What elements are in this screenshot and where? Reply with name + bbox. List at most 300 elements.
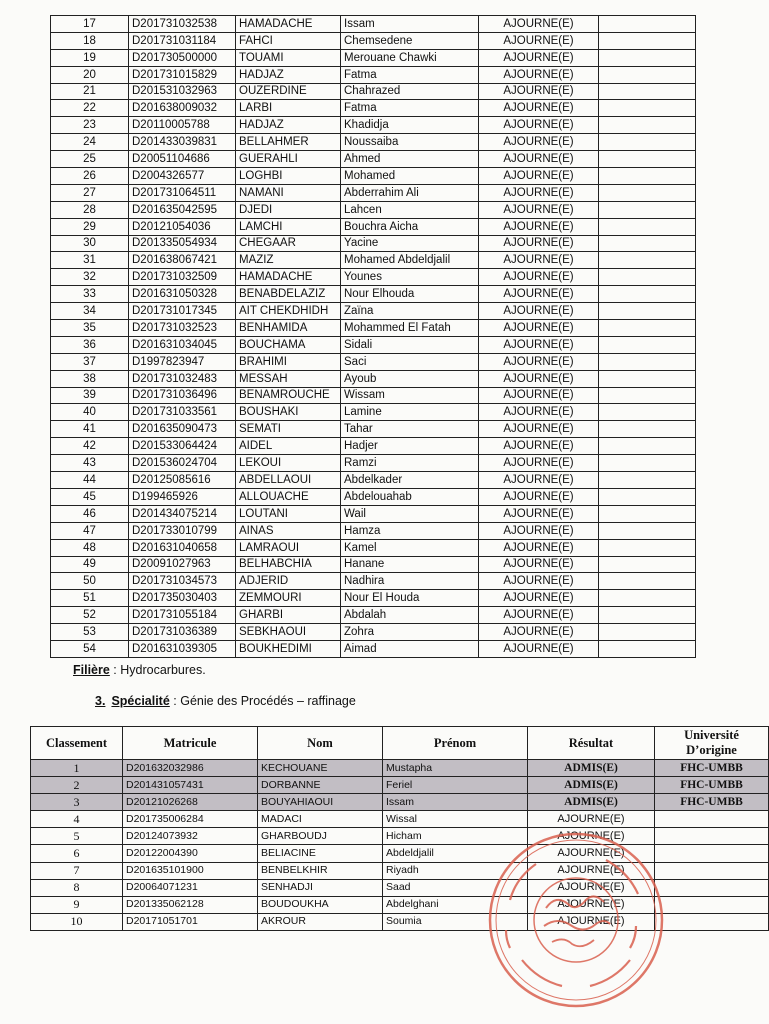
matricule-cell: D201735006284: [123, 811, 258, 828]
nom-cell: BELHABCHIA: [236, 556, 341, 573]
row-number: 17: [51, 16, 129, 33]
empty-cell: [599, 184, 696, 201]
header-nom: Nom: [258, 727, 383, 760]
table-row: [51, 184, 696, 201]
row-number: 22: [51, 100, 129, 117]
table-row: [31, 794, 769, 811]
header-classement: Classement: [31, 727, 123, 760]
nom-cell: DJEDI: [236, 201, 341, 218]
nom-cell: SEMATI: [236, 421, 341, 438]
row-number: 18: [51, 32, 129, 49]
row-number: 42: [51, 438, 129, 455]
empty-cell: [599, 83, 696, 100]
table-row: [51, 32, 696, 49]
empty-cell: [599, 421, 696, 438]
matricule-cell: D201431057431: [123, 777, 258, 794]
matricule-cell: D20171051701: [123, 913, 258, 930]
header-universite-line2: D’origine: [686, 743, 737, 757]
prenom-cell: Nour El Houda: [341, 590, 479, 607]
row-number: 30: [51, 235, 129, 252]
filiere-value: Hydrocarbures.: [120, 663, 206, 677]
nom-cell: MADACI: [258, 811, 383, 828]
row-number: 19: [51, 49, 129, 66]
resultat-cell: AJOURNE(E): [528, 828, 655, 845]
prenom-cell: Aimad: [341, 640, 479, 657]
prenom-cell: Kamel: [341, 539, 479, 556]
row-number: 27: [51, 184, 129, 201]
empty-cell: [599, 201, 696, 218]
nom-cell: LEKOUI: [236, 455, 341, 472]
matricule-cell: D201635090473: [129, 421, 236, 438]
prenom-cell: Abdeldjalil: [383, 845, 528, 862]
specialite-heading: [95, 694, 356, 708]
empty-cell: [599, 168, 696, 185]
matricule-cell: D20125085616: [129, 472, 236, 489]
table-row: [51, 590, 696, 607]
prenom-cell: Younes: [341, 269, 479, 286]
empty-cell: [599, 100, 696, 117]
prenom-cell: Hadjer: [341, 438, 479, 455]
nom-cell: AKROUR: [258, 913, 383, 930]
nom-cell: LARBI: [236, 100, 341, 117]
filiere-line: [73, 663, 206, 677]
row-number: 48: [51, 539, 129, 556]
nom-cell: GHARBOUDJ: [258, 828, 383, 845]
matricule-cell: D20110005788: [129, 117, 236, 134]
resultat-cell: AJOURNE(E): [479, 556, 599, 573]
matricule-cell: D201631040658: [129, 539, 236, 556]
prenom-cell: Fatma: [341, 100, 479, 117]
empty-cell: [599, 624, 696, 641]
row-number: 35: [51, 320, 129, 337]
resultat-cell: AJOURNE(E): [479, 387, 599, 404]
universite-cell: [655, 811, 769, 828]
matricule-cell: D20051104686: [129, 151, 236, 168]
empty-cell: [599, 387, 696, 404]
resultat-cell: AJOURNE(E): [479, 624, 599, 641]
resultat-cell: AJOURNE(E): [479, 353, 599, 370]
matricule-cell: D201531032963: [129, 83, 236, 100]
matricule-cell: D201730500000: [129, 49, 236, 66]
nom-cell: ALLOUACHE: [236, 488, 341, 505]
table-row: [51, 438, 696, 455]
matricule-cell: D201731015829: [129, 66, 236, 83]
row-number: 50: [51, 573, 129, 590]
table-row: [51, 505, 696, 522]
table-row: [51, 336, 696, 353]
resultat-cell: AJOURNE(E): [479, 607, 599, 624]
nom-cell: BENABDELAZIZ: [236, 286, 341, 303]
table-row: [51, 235, 696, 252]
universite-cell: [655, 879, 769, 896]
table-row: [31, 811, 769, 828]
resultat-cell: AJOURNE(E): [528, 896, 655, 913]
resultat-cell: AJOURNE(E): [528, 879, 655, 896]
matricule-cell: D199465926: [129, 488, 236, 505]
universite-cell: FHC-UMBB: [655, 760, 769, 777]
row-number: 39: [51, 387, 129, 404]
table-header-row: [31, 727, 769, 760]
matricule-cell: D201335054934: [129, 235, 236, 252]
filiere-label: Filière: [73, 663, 110, 677]
classement-cell: 10: [31, 913, 123, 930]
matricule-cell: D20064071231: [123, 879, 258, 896]
table-row: [51, 269, 696, 286]
empty-cell: [599, 573, 696, 590]
row-number: 31: [51, 252, 129, 269]
prenom-cell: Soumia: [383, 913, 528, 930]
nom-cell: BELIACINE: [258, 845, 383, 862]
nom-cell: GUERAHLI: [236, 151, 341, 168]
resultat-cell: AJOURNE(E): [479, 168, 599, 185]
prenom-cell: Nadhira: [341, 573, 479, 590]
classement-cell: 1: [31, 760, 123, 777]
table-row: [31, 777, 769, 794]
nom-cell: SEBKHAOUI: [236, 624, 341, 641]
nom-cell: DORBANNE: [258, 777, 383, 794]
universite-cell: FHC-UMBB: [655, 777, 769, 794]
empty-cell: [599, 16, 696, 33]
resultat-cell: AJOURNE(E): [528, 845, 655, 862]
matricule-cell: D20121054036: [129, 218, 236, 235]
resultat-cell: AJOURNE(E): [479, 151, 599, 168]
specialite-value: Génie des Procédés – raffinage: [180, 694, 356, 708]
matricule-cell: D201536024704: [129, 455, 236, 472]
classement-cell: 4: [31, 811, 123, 828]
row-number: 53: [51, 624, 129, 641]
nom-cell: BOUYAHIAOUI: [258, 794, 383, 811]
resultat-cell: AJOURNE(E): [479, 488, 599, 505]
row-number: 29: [51, 218, 129, 235]
empty-cell: [599, 320, 696, 337]
nom-cell: BENBELKHIR: [258, 862, 383, 879]
nom-cell: ZEMMOURI: [236, 590, 341, 607]
row-number: 41: [51, 421, 129, 438]
prenom-cell: Mohamed Abdeldjalil: [341, 252, 479, 269]
nom-cell: MAZIZ: [236, 252, 341, 269]
matricule-cell: D201731031184: [129, 32, 236, 49]
nom-cell: ABDELLAOUI: [236, 472, 341, 489]
resultat-cell: AJOURNE(E): [479, 117, 599, 134]
resultat-cell: AJOURNE(E): [479, 370, 599, 387]
table-row: [51, 607, 696, 624]
matricule-cell: D20091027963: [129, 556, 236, 573]
table-row: [31, 760, 769, 777]
matricule-cell: D201631050328: [129, 286, 236, 303]
prenom-cell: Hamza: [341, 522, 479, 539]
table-row: [51, 522, 696, 539]
matricule-cell: D201731036389: [129, 624, 236, 641]
universite-cell: [655, 845, 769, 862]
resultat-cell: AJOURNE(E): [479, 438, 599, 455]
nom-cell: BOUKHEDIMI: [236, 640, 341, 657]
prenom-cell: Ahmed: [341, 151, 479, 168]
table-row: [51, 134, 696, 151]
resultat-cell: AJOURNE(E): [479, 269, 599, 286]
empty-cell: [599, 488, 696, 505]
prenom-cell: Chahrazed: [341, 83, 479, 100]
table-row: [51, 168, 696, 185]
nom-cell: GHARBI: [236, 607, 341, 624]
prenom-cell: Mustapha: [383, 760, 528, 777]
empty-cell: [599, 218, 696, 235]
matricule-cell: D201631039305: [129, 640, 236, 657]
prenom-cell: Bouchra Aicha: [341, 218, 479, 235]
nom-cell: LOUTANI: [236, 505, 341, 522]
table-row: [51, 49, 696, 66]
prenom-cell: Wail: [341, 505, 479, 522]
resultat-cell: AJOURNE(E): [479, 32, 599, 49]
matricule-cell: D201731033561: [129, 404, 236, 421]
matricule-cell: D201731032509: [129, 269, 236, 286]
prenom-cell: Abdelghani: [383, 896, 528, 913]
row-number: 38: [51, 370, 129, 387]
prenom-cell: Issam: [341, 16, 479, 33]
resultat-cell: AJOURNE(E): [528, 913, 655, 930]
header-matricule: Matricule: [123, 727, 258, 760]
row-number: 24: [51, 134, 129, 151]
matricule-cell: D201731032483: [129, 370, 236, 387]
row-number: 21: [51, 83, 129, 100]
table-row: [51, 16, 696, 33]
resultat-cell: AJOURNE(E): [479, 218, 599, 235]
table-row: [51, 624, 696, 641]
table-row: [51, 252, 696, 269]
prenom-cell: Hicham: [383, 828, 528, 845]
row-number: 28: [51, 201, 129, 218]
row-number: 25: [51, 151, 129, 168]
header-resultat: Résultat: [528, 727, 655, 760]
matricule-cell: D201335062128: [123, 896, 258, 913]
table-row: [51, 573, 696, 590]
matricule-cell: D201731036496: [129, 387, 236, 404]
resultat-cell: AJOURNE(E): [479, 201, 599, 218]
empty-cell: [599, 117, 696, 134]
table-row: [51, 320, 696, 337]
empty-cell: [599, 607, 696, 624]
prenom-cell: Saad: [383, 879, 528, 896]
prenom-cell: Chemsedene: [341, 32, 479, 49]
prenom-cell: Hanane: [341, 556, 479, 573]
row-number: 33: [51, 286, 129, 303]
prenom-cell: Noussaiba: [341, 134, 479, 151]
matricule-cell: D201731032538: [129, 16, 236, 33]
nom-cell: HAMADACHE: [236, 16, 341, 33]
row-number: 26: [51, 168, 129, 185]
filiere-sep: :: [109, 663, 121, 677]
empty-cell: [599, 370, 696, 387]
row-number: 40: [51, 404, 129, 421]
specialite-number: 3.: [95, 694, 106, 708]
table-row: [51, 455, 696, 472]
nom-cell: TOUAMI: [236, 49, 341, 66]
resultat-cell: AJOURNE(E): [479, 320, 599, 337]
header-universite-line1: Université: [684, 728, 739, 742]
nom-cell: NAMANI: [236, 184, 341, 201]
matricule-cell: D201433039831: [129, 134, 236, 151]
empty-cell: [599, 522, 696, 539]
resultat-cell: AJOURNE(E): [479, 134, 599, 151]
row-number: 45: [51, 488, 129, 505]
table-row: [51, 404, 696, 421]
nom-cell: OUZERDINE: [236, 83, 341, 100]
table-row: [51, 640, 696, 657]
nom-cell: LAMRAOUI: [236, 539, 341, 556]
resultat-cell: ADMIS(E): [528, 760, 655, 777]
table-row: [51, 472, 696, 489]
nom-cell: HADJAZ: [236, 66, 341, 83]
empty-cell: [599, 252, 696, 269]
resultat-cell: ADMIS(E): [528, 794, 655, 811]
specialite-sep: :: [169, 694, 181, 708]
matricule-cell: D20121026268: [123, 794, 258, 811]
prenom-cell: Mohamed: [341, 168, 479, 185]
prenom-cell: Issam: [383, 794, 528, 811]
nom-cell: MESSAH: [236, 370, 341, 387]
prenom-cell: Khadidja: [341, 117, 479, 134]
classement-cell: 2: [31, 777, 123, 794]
resultat-cell: AJOURNE(E): [479, 522, 599, 539]
matricule-cell: D201735030403: [129, 590, 236, 607]
row-number: 20: [51, 66, 129, 83]
resultat-cell: AJOURNE(E): [479, 336, 599, 353]
row-number: 47: [51, 522, 129, 539]
resultat-cell: AJOURNE(E): [479, 83, 599, 100]
resultat-cell: AJOURNE(E): [479, 421, 599, 438]
nom-cell: CHEGAAR: [236, 235, 341, 252]
prenom-cell: Sidali: [341, 336, 479, 353]
table-row: [51, 370, 696, 387]
matricule-cell: D201631034045: [129, 336, 236, 353]
official-stamp-icon: [486, 830, 666, 1010]
table-row: [51, 66, 696, 83]
prenom-cell: Nour Elhouda: [341, 286, 479, 303]
universite-cell: [655, 862, 769, 879]
empty-cell: [599, 303, 696, 320]
universite-cell: [655, 896, 769, 913]
matricule-cell: D201635101900: [123, 862, 258, 879]
prenom-cell: Abdalah: [341, 607, 479, 624]
nom-cell: SENHADJI: [258, 879, 383, 896]
empty-cell: [599, 32, 696, 49]
prenom-cell: Abderrahim Ali: [341, 184, 479, 201]
nom-cell: AINAS: [236, 522, 341, 539]
matricule-cell: D20122004390: [123, 845, 258, 862]
matricule-cell: D201632032986: [123, 760, 258, 777]
nom-cell: KECHOUANE: [258, 760, 383, 777]
resultat-cell: AJOURNE(E): [479, 286, 599, 303]
matricule-cell: D20124073932: [123, 828, 258, 845]
universite-cell: [655, 913, 769, 930]
prenom-cell: Abdelouahab: [341, 488, 479, 505]
empty-cell: [599, 539, 696, 556]
empty-cell: [599, 404, 696, 421]
row-number: 52: [51, 607, 129, 624]
classement-cell: 7: [31, 862, 123, 879]
resultat-cell: AJOURNE(E): [479, 184, 599, 201]
empty-cell: [599, 640, 696, 657]
classement-cell: 6: [31, 845, 123, 862]
row-number: 44: [51, 472, 129, 489]
classement-cell: 9: [31, 896, 123, 913]
nom-cell: BENAMROUCHE: [236, 387, 341, 404]
nom-cell: BOUCHAMA: [236, 336, 341, 353]
empty-cell: [599, 556, 696, 573]
resultat-cell: AJOURNE(E): [479, 404, 599, 421]
row-number: 46: [51, 505, 129, 522]
nom-cell: BOUSHAKI: [236, 404, 341, 421]
table-row: [51, 488, 696, 505]
empty-cell: [599, 235, 696, 252]
empty-cell: [599, 151, 696, 168]
prenom-cell: Tahar: [341, 421, 479, 438]
empty-cell: [599, 505, 696, 522]
empty-cell: [599, 455, 696, 472]
nom-cell: LOGHBI: [236, 168, 341, 185]
universite-cell: FHC-UMBB: [655, 794, 769, 811]
nom-cell: HADJAZ: [236, 117, 341, 134]
prenom-cell: Lahcen: [341, 201, 479, 218]
prenom-cell: Ayoub: [341, 370, 479, 387]
resultat-cell: AJOURNE(E): [479, 16, 599, 33]
matricule-cell: D201638009032: [129, 100, 236, 117]
prenom-cell: Zaïna: [341, 303, 479, 320]
empty-cell: [599, 472, 696, 489]
matricule-cell: D1997823947: [129, 353, 236, 370]
table-row: [51, 83, 696, 100]
row-number: 23: [51, 117, 129, 134]
resultat-cell: AJOURNE(E): [479, 590, 599, 607]
prenom-cell: Yacine: [341, 235, 479, 252]
resultat-cell: AJOURNE(E): [479, 252, 599, 269]
row-number: 34: [51, 303, 129, 320]
nom-cell: FAHCI: [236, 32, 341, 49]
empty-cell: [599, 286, 696, 303]
empty-cell: [599, 336, 696, 353]
resultat-cell: AJOURNE(E): [479, 66, 599, 83]
header-prenom: Prénom: [383, 727, 528, 760]
row-number: 51: [51, 590, 129, 607]
matricule-cell: D201733010799: [129, 522, 236, 539]
matricule-cell: D201731055184: [129, 607, 236, 624]
table-row: [51, 387, 696, 404]
row-number: 32: [51, 269, 129, 286]
prenom-cell: Wissam: [341, 387, 479, 404]
resultat-cell: AJOURNE(E): [479, 640, 599, 657]
matricule-cell: D2004326577: [129, 168, 236, 185]
nom-cell: BOUDOUKHA: [258, 896, 383, 913]
prenom-cell: Zohra: [341, 624, 479, 641]
specialite-label: Spécialité: [111, 694, 170, 708]
row-number: 36: [51, 336, 129, 353]
table-row: [51, 353, 696, 370]
table-row: [51, 100, 696, 117]
row-number: 37: [51, 353, 129, 370]
matricule-cell: D201731017345: [129, 303, 236, 320]
table-row: [51, 421, 696, 438]
resultat-cell: AJOURNE(E): [479, 100, 599, 117]
empty-cell: [599, 66, 696, 83]
matricule-cell: D201635042595: [129, 201, 236, 218]
classement-cell: 5: [31, 828, 123, 845]
resultat-cell: AJOURNE(E): [479, 49, 599, 66]
nom-cell: HAMADACHE: [236, 269, 341, 286]
prenom-cell: Merouane Chawki: [341, 49, 479, 66]
resultat-cell: AJOURNE(E): [479, 573, 599, 590]
empty-cell: [599, 134, 696, 151]
resultat-cell: ADMIS(E): [528, 777, 655, 794]
nom-cell: LAMCHI: [236, 218, 341, 235]
